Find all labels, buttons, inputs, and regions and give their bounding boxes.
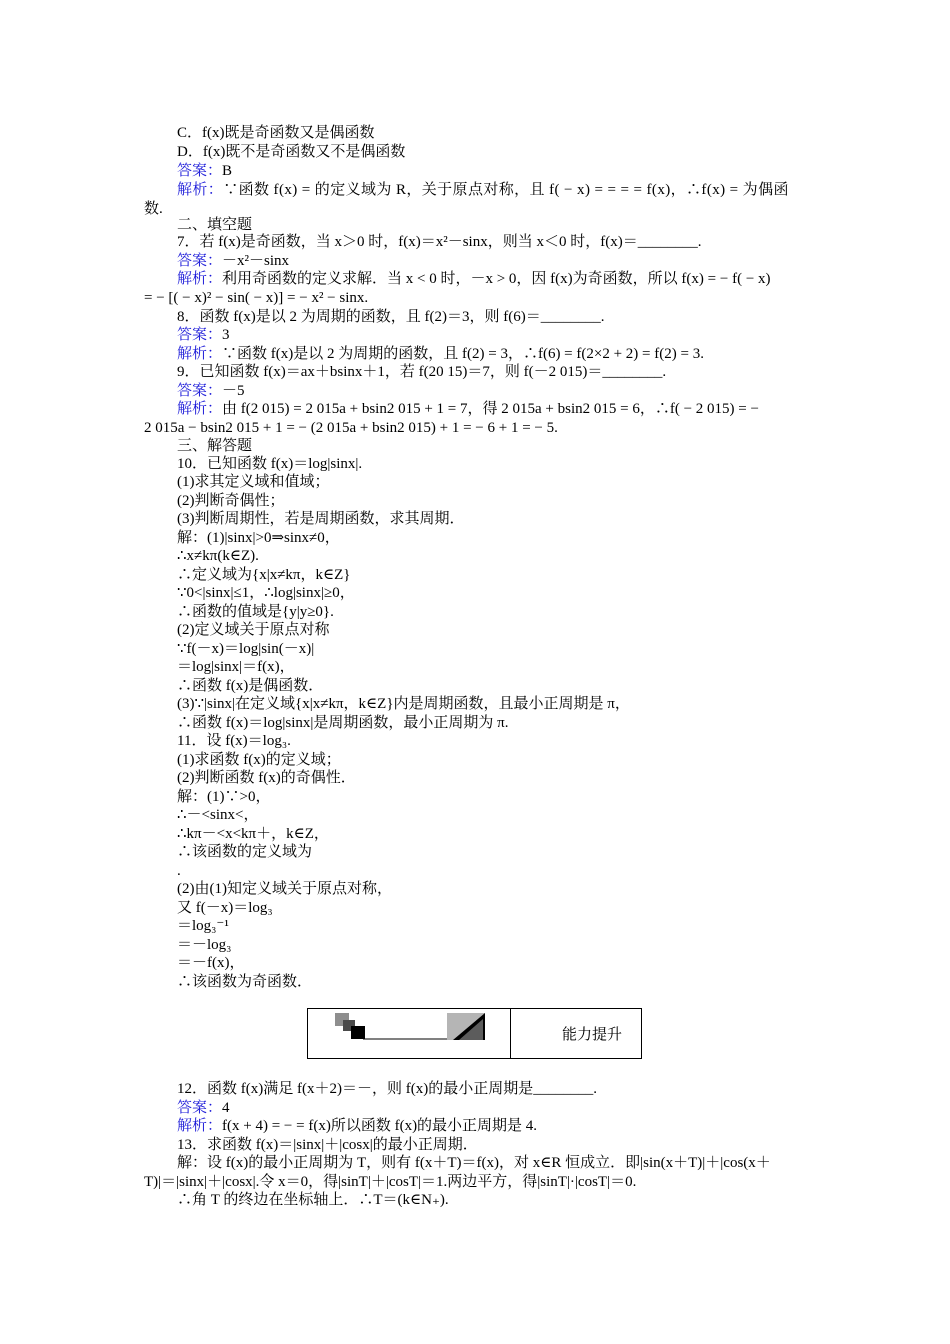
solution-line: (3)∵|sinx|在定义域{x|x≠kπ，k∈Z}内是周期函数，且最小正周期是 π， (177, 696, 630, 712)
solution-line: ＝－f(x)， (177, 955, 245, 971)
answer-line: 答案：B (177, 163, 233, 179)
option-d: D．f(x)既不是奇函数又不是偶函数 (177, 144, 406, 160)
answer-line: 答案：－x²－sinx (177, 253, 290, 269)
question-line: 9．已知函数 f(x)＝ax＋bsinx＋1，若 f(20 15)＝7，则 f(－2 015)＝________. (177, 364, 667, 380)
solution-line: 解：设 f(x)的最小正周期为 T，则有 f(x＋T)＝f(x)，对 x∈R 恒成立．即|sin(x＋T)|＋|cos(x＋ (177, 1155, 771, 1171)
banner-decoration-icon (335, 1013, 485, 1043)
solution-line: ∵f(－x)＝log|sin(－x)| (177, 641, 315, 657)
solution-line: ∴角 T 的终边在坐标轴上．∴T＝(k∈N₊). (177, 1192, 449, 1208)
question-line: 7．若 f(x)是奇函数，当 x＞0 时，f(x)＝x²－sinx，则当 x＜0 时，f(x)＝________. (177, 234, 702, 250)
analysis-line: 解析：∵函数 f(x) = 的定义域为 R，关于原点对称，且 f( − x) = = = = f(x)，∴f(x) = 为偶函 (177, 182, 789, 198)
solution-line: 又 f(－x)＝log₃ (177, 900, 273, 916)
analysis-line: 解析：f(x + 4) = − = f(x)所以函数 f(x)的最小正周期是 4. (177, 1118, 538, 1134)
solution-line: ∴定义域为{x|x≠kπ，k∈Z} (177, 567, 351, 583)
solution-line: (2)定义域关于原点对称 (177, 622, 330, 638)
analysis-line: 解析：利用奇函数的定义求解．当 x < 0 时，－x > 0，因 f(x)为奇函数，所以 f(x) = − f( − x) (177, 271, 771, 287)
solution-line: ∴该函数为奇函数． (177, 974, 313, 990)
question-line: 10．已知函数 f(x)＝log|sinx|. (177, 456, 363, 472)
solution-line: ＝－log₃ (177, 937, 232, 953)
analysis-line-cont: 2 015a − bsin2 015 + 1 = − (2 015a + bsin2 015) + 1 = − 6 + 1 = − 5. (144, 420, 558, 436)
solution-line: 解：(1)|sinx|>0⇒sinx≠0， (177, 530, 340, 546)
solution-line: ∴x≠kπ(k∈Z). (177, 548, 259, 564)
solution-line: ∴函数的值域是{y|y≥0}. (177, 604, 334, 620)
solution-line: . (177, 863, 181, 879)
solution-line: (3)判断周期性，若是周期函数，求其周期． (177, 511, 465, 527)
solution-line: ＝log|sinx|＝f(x)， (177, 659, 295, 675)
analysis-line-cont: 数. (144, 201, 163, 217)
answer-line: 答案：3 (177, 327, 230, 343)
solution-line: ∴函数 f(x)是偶函数． (177, 678, 324, 694)
section-heading: 三、解答题 (177, 438, 253, 454)
banner-title: 能力提升 (562, 1025, 623, 1043)
answer-line: 答案：－5 (177, 383, 245, 399)
banner-divider (510, 1009, 511, 1058)
solution-line: ∴函数 f(x)＝log|sinx|是周期函数，最小正周期为 π. (177, 715, 509, 731)
question-line: 8．函数 f(x)是以 2 为周期的函数，且 f(2)＝3，则 f(6)＝________. (177, 309, 605, 325)
solution-line: ∵0<|sinx|≤1，∴log|sinx|≥0， (177, 585, 355, 601)
question-line: 12．函数 f(x)满足 f(x＋2)＝－，则 f(x)的最小正周期是________. (177, 1081, 597, 1097)
solution-line: ＝log₃⁻¹ (177, 918, 229, 934)
option-c: C．f(x)既是奇函数又是偶函数 (177, 125, 375, 141)
question-line: 13．求函数 f(x)＝|sinx|＋|cosx|的最小正周期． (177, 1137, 478, 1153)
answer-line: 答案：4 (177, 1100, 230, 1116)
analysis-line: 解析：由 f(2 015) = 2 015a + bsin2 015 + 1 = 7，得 2 015a + bsin2 015 = 6，∴f( − 2 015) = − (177, 401, 759, 417)
analysis-line-cont: = − [( − x)² − sin( − x)] = − x² − sinx. (144, 290, 369, 306)
solution-line: 解：(1)∵>0， (177, 789, 271, 805)
solution-line-cont: T)|＝|sinx|＋|cosx|.令 x＝0，得|sinT|＋|cosT|＝1.两边平方，得|sinT|·|cosT|＝0. (144, 1174, 637, 1190)
solution-line: (1)求其定义域和值域； (177, 474, 330, 490)
solution-line: (2)由(1)知定义域关于原点对称， (177, 881, 392, 897)
solution-line: (1)求函数 f(x)的定义域； (177, 752, 341, 768)
question-line: 11．设 f(x)＝log₃. (177, 733, 291, 749)
solution-line: (2)判断函数 f(x)的奇偶性． (177, 770, 356, 786)
solution-line: (2)判断奇偶性； (177, 493, 285, 509)
analysis-line: 解析：∵函数 f(x)是以 2 为周期的函数，且 f(2) = 3，∴f(6) = f(2×2 + 2) = f(2) = 3. (177, 346, 704, 362)
section-heading: 二、填空题 (177, 217, 253, 233)
solution-line: ∴－<sinx<， (177, 807, 259, 823)
solution-line: ∴该函数的定义域为 (177, 844, 313, 860)
solution-line: ∴kπ－<x<kπ＋，k∈Z， (177, 826, 329, 842)
